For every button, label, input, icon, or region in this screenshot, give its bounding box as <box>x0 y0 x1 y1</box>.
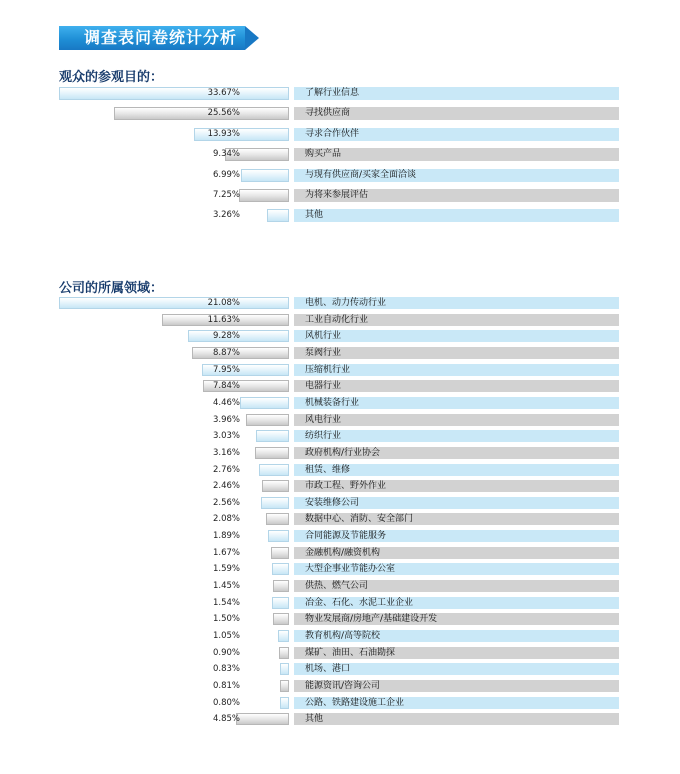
company-field-value-label: 2.56% <box>212 498 240 508</box>
company-field-bar <box>280 663 289 675</box>
company-field-value-label: 0.83% <box>212 664 240 674</box>
company-field-bar <box>246 414 289 426</box>
company-field-bar <box>273 580 289 592</box>
company-field-category-label: 公路、铁路建设施工企业 <box>294 697 619 709</box>
company-field-bar <box>255 447 289 459</box>
company-field-bar <box>273 613 289 625</box>
company-field-bar <box>261 497 289 509</box>
company-field-value-label: 21.08% <box>207 298 240 308</box>
company-field-value-label: 0.90% <box>212 648 240 658</box>
company-field-category-label: 冶金、石化、水泥工业企业 <box>294 597 619 609</box>
company-field-category-label: 泵阀行业 <box>294 347 619 359</box>
company-field-value-label: 1.45% <box>212 581 240 591</box>
company-field-bar <box>280 697 289 709</box>
visit-purpose-category-label: 其他 <box>294 209 619 222</box>
visit-purpose-category-label: 寻求合作伙伴 <box>294 128 619 141</box>
company-field-value-label: 3.96% <box>212 415 240 425</box>
company-field-value-label: 9.28% <box>212 331 240 341</box>
company-field-category-label: 其他 <box>294 713 619 725</box>
company-field-category-label: 工业自动化行业 <box>294 314 619 326</box>
company-field-value-label: 1.05% <box>212 631 240 641</box>
company-field-bar <box>236 713 289 725</box>
company-field-value-label: 3.03% <box>212 431 240 441</box>
company-field-category-label: 电机、动力传动行业 <box>294 297 619 309</box>
visit-purpose-value-label: 33.67% <box>207 88 240 98</box>
visit-purpose-category-label: 购买产品 <box>294 148 619 161</box>
company-field-value-label: 4.85% <box>212 714 240 724</box>
company-field-bar <box>271 547 289 559</box>
company-field-value-label: 0.80% <box>212 698 240 708</box>
company-field-category-label: 大型企事业节能办公室 <box>294 563 619 575</box>
company-field-value-label: 0.81% <box>212 681 240 691</box>
company-field-category-label: 金融机构/融资机构 <box>294 547 619 559</box>
company-field-bar <box>240 397 289 409</box>
company-field-bar <box>259 464 289 476</box>
company-field-category-label: 能源资讯/咨询公司 <box>294 680 619 692</box>
visit-purpose-category-label: 为将来参展评估 <box>294 189 619 202</box>
company-field-value-label: 8.87% <box>212 348 240 358</box>
visit-purpose-title: 观众的参观目的： <box>59 70 164 85</box>
company-field-category-label: 教育机构/高等院校 <box>294 630 619 642</box>
company-field-category-label: 合同能源及节能服务 <box>294 530 619 542</box>
company-field-category-label: 市政工程、野外作业 <box>294 480 619 492</box>
company-field-category-label: 供热、燃气公司 <box>294 580 619 592</box>
company-field-bar <box>278 630 289 642</box>
company-field-category-label: 压缩机行业 <box>294 364 619 376</box>
company-field-bar <box>262 480 289 492</box>
company-field-category-label: 安装维修公司 <box>294 497 619 509</box>
visit-purpose-category-label: 寻找供应商 <box>294 107 619 120</box>
company-field-value-label: 4.46% <box>212 398 240 408</box>
company-field-value-label: 7.84% <box>212 381 240 391</box>
company-field-bar <box>268 530 289 542</box>
company-field-category-label: 电器行业 <box>294 380 619 392</box>
company-field-value-label: 1.50% <box>212 614 240 624</box>
visit-purpose-value-label: 6.99% <box>212 170 240 180</box>
visit-purpose-value-label: 13.93% <box>207 129 240 139</box>
visit-purpose-value-label: 3.26% <box>212 210 240 220</box>
company-field-value-label: 1.59% <box>212 564 240 574</box>
company-field-category-label: 租赁、维修 <box>294 464 619 476</box>
visit-purpose-value-label: 9.34% <box>212 149 240 159</box>
company-field-bar <box>280 680 289 692</box>
company-field-value-label: 1.67% <box>212 548 240 558</box>
company-field-category-label: 风机行业 <box>294 330 619 342</box>
company-field-bar <box>279 647 289 659</box>
company-field-value-label: 7.95% <box>212 365 240 375</box>
visit-purpose-value-label: 7.25% <box>212 190 240 200</box>
visit-purpose-category-label: 与现有供应商/买家全面洽谈 <box>294 169 619 182</box>
company-field-value-label: 2.08% <box>212 514 240 524</box>
company-field-title: 公司的所属领域： <box>59 281 164 296</box>
company-field-category-label: 煤矿、油田、石油勘探 <box>294 647 619 659</box>
company-field-category-label: 政府机构/行业协会 <box>294 447 619 459</box>
company-field-value-label: 11.63% <box>207 315 240 325</box>
report-banner: 调查表问卷统计分析 <box>59 26 245 50</box>
company-field-category-label: 机场、港口 <box>294 663 619 675</box>
company-field-value-label: 2.76% <box>212 465 240 475</box>
company-field-category-label: 物业发展商/房地产/基础建设开发 <box>294 613 619 625</box>
company-field-bar <box>272 563 289 575</box>
company-field-category-label: 风电行业 <box>294 414 619 426</box>
company-field-value-label: 1.89% <box>212 531 240 541</box>
company-field-value-label: 2.46% <box>212 481 240 491</box>
visit-purpose-value-label: 25.56% <box>207 108 240 118</box>
company-field-bar <box>59 297 289 309</box>
visit-purpose-category-label: 了解行业信息 <box>294 87 619 100</box>
company-field-bar <box>256 430 289 442</box>
company-field-value-label: 3.16% <box>212 448 240 458</box>
company-field-value-label: 1.54% <box>212 598 240 608</box>
company-field-bar <box>272 597 289 609</box>
company-field-category-label: 机械装备行业 <box>294 397 619 409</box>
company-field-category-label: 纺织行业 <box>294 430 619 442</box>
company-field-category-label: 数据中心、消防、安全部门 <box>294 513 619 525</box>
company-field-bar <box>266 513 289 525</box>
